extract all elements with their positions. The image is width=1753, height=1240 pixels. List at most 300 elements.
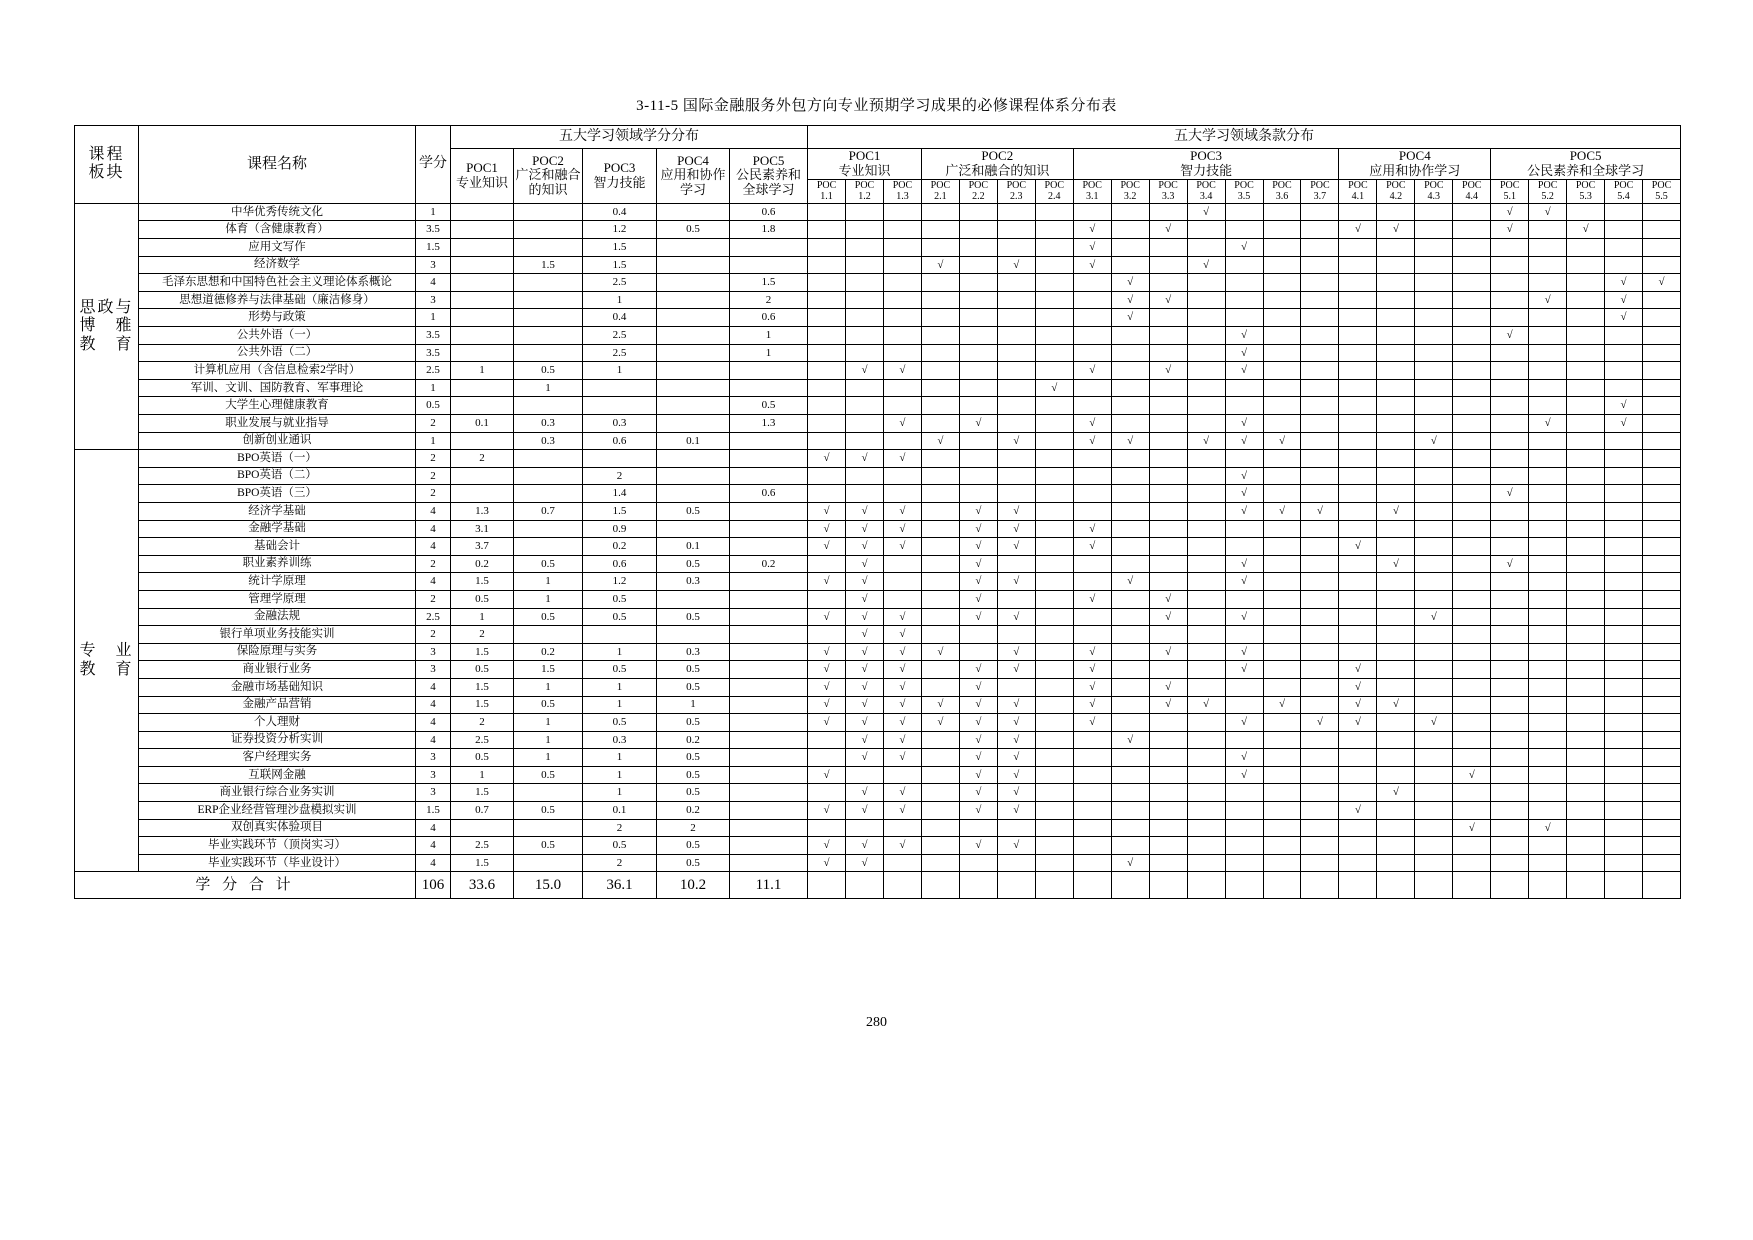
table-row xyxy=(75,538,1681,556)
clause-cell-poc3.5 xyxy=(1225,802,1263,820)
clause-cell-poc2.4 xyxy=(1035,590,1073,608)
clause-cell-poc2.4 xyxy=(1035,538,1073,556)
clause-cell-poc2.2 xyxy=(959,362,997,380)
clause-cell-poc5.4 xyxy=(1605,854,1643,872)
header-group-credit-distribution: 五大学习领域学分分布 xyxy=(451,126,808,149)
clause-cell-poc5.4: √ xyxy=(1605,274,1643,292)
clause-cell-poc5.5 xyxy=(1643,344,1681,362)
clause-cell-poc3.2: √ xyxy=(1111,731,1149,749)
clause-cell-poc3.7 xyxy=(1301,485,1339,503)
header-clause-poc2.2: POC 2.2 xyxy=(959,179,997,203)
clause-cell-poc5.2 xyxy=(1529,678,1567,696)
credit-poc4-cell: 0.5 xyxy=(657,749,730,767)
clause-cell-poc5.3 xyxy=(1567,626,1605,644)
credit-poc2-cell xyxy=(514,467,583,485)
page-number: 280 xyxy=(866,1015,887,1030)
clause-cell-poc2.2: √ xyxy=(959,415,997,433)
credit-poc5-cell xyxy=(730,696,808,714)
clause-cell-poc3.7 xyxy=(1301,467,1339,485)
clause-cell-poc4.4 xyxy=(1453,520,1491,538)
clause-cell-poc5.2 xyxy=(1529,802,1567,820)
credit-poc4-cell: 0.3 xyxy=(657,573,730,591)
clause-cell-poc4.1 xyxy=(1339,520,1377,538)
clause-cell-poc5.4 xyxy=(1605,221,1643,239)
clause-cell-poc5.5 xyxy=(1643,485,1681,503)
clause-cell-poc4.1 xyxy=(1339,467,1377,485)
clause-cell-poc2.1 xyxy=(921,415,959,433)
course-credits-cell: 2.5 xyxy=(416,608,451,626)
clause-cell-poc1.3: √ xyxy=(883,626,921,644)
course-credits-cell: 2 xyxy=(416,626,451,644)
clause-cell-poc3.6 xyxy=(1263,784,1301,802)
credit-poc2-cell: 0.2 xyxy=(514,643,583,661)
course-credits-cell: 2 xyxy=(416,485,451,503)
clause-cell-poc2.4: √ xyxy=(1035,379,1073,397)
credit-poc1-cell: 1 xyxy=(451,608,514,626)
table-row xyxy=(75,766,1681,784)
clause-cell-poc3.7 xyxy=(1301,555,1339,573)
clause-cell-poc2.3: √ xyxy=(997,608,1035,626)
clause-cell-poc3.7 xyxy=(1301,626,1339,644)
clause-cell-poc4.1 xyxy=(1339,485,1377,503)
clause-cell-poc3.1 xyxy=(1073,274,1111,292)
table-row xyxy=(75,643,1681,661)
clause-cell-poc3.5: √ xyxy=(1225,502,1263,520)
clause-cell-poc3.6 xyxy=(1263,397,1301,415)
clause-cell-poc2.1 xyxy=(921,749,959,767)
clause-cell-poc1.3 xyxy=(883,239,921,257)
clause-cell-poc3.3 xyxy=(1149,327,1187,345)
credit-poc5-cell: 1 xyxy=(730,344,808,362)
clause-cell-poc3.4 xyxy=(1187,643,1225,661)
clause-cell-poc2.2: √ xyxy=(959,590,997,608)
clause-cell-poc1.1: √ xyxy=(808,678,846,696)
clause-cell-poc1.2 xyxy=(846,415,884,433)
total-clause-empty xyxy=(1415,872,1453,899)
clause-cell-poc4.3 xyxy=(1415,467,1453,485)
clause-cell-poc5.2 xyxy=(1529,555,1567,573)
credit-poc1-cell: 0.5 xyxy=(451,590,514,608)
clause-cell-poc1.1 xyxy=(808,749,846,767)
clause-cell-poc5.1 xyxy=(1491,714,1529,732)
credit-poc4-cell xyxy=(657,274,730,292)
clause-cell-poc2.3 xyxy=(997,415,1035,433)
clause-cell-poc5.5 xyxy=(1643,362,1681,380)
clause-cell-poc5.5 xyxy=(1643,784,1681,802)
clause-cell-poc4.2 xyxy=(1377,203,1415,221)
clause-cell-poc3.5 xyxy=(1225,256,1263,274)
clause-cell-poc1.2 xyxy=(846,309,884,327)
clause-cell-poc4.1 xyxy=(1339,590,1377,608)
clause-cell-poc5.1 xyxy=(1491,538,1529,556)
total-poc5: 11.1 xyxy=(730,872,808,899)
header-credits: 学分 xyxy=(416,126,451,204)
credit-poc4-cell xyxy=(657,590,730,608)
clause-cell-poc5.4 xyxy=(1605,731,1643,749)
clause-cell-poc2.3 xyxy=(997,626,1035,644)
course-credits-cell: 1.5 xyxy=(416,802,451,820)
clause-cell-poc2.3 xyxy=(997,467,1035,485)
clause-cell-poc4.3 xyxy=(1415,766,1453,784)
clause-cell-poc4.1 xyxy=(1339,784,1377,802)
clause-cell-poc2.3 xyxy=(997,344,1035,362)
clause-cell-poc1.3: √ xyxy=(883,837,921,855)
clause-cell-poc3.4 xyxy=(1187,291,1225,309)
clause-cell-poc2.3: √ xyxy=(997,731,1035,749)
credit-poc2-cell xyxy=(514,485,583,503)
table-row xyxy=(75,274,1681,292)
clause-cell-poc3.7 xyxy=(1301,415,1339,433)
clause-cell-poc4.4 xyxy=(1453,362,1491,380)
course-name-cell: 毕业实践环节（顶岗实习） xyxy=(139,837,416,855)
credit-poc3-cell: 0.5 xyxy=(583,714,657,732)
table-body xyxy=(75,203,1681,899)
course-name-cell: 计算机应用（含信息检索2学时） xyxy=(139,362,416,380)
clause-cell-poc3.3: √ xyxy=(1149,608,1187,626)
credit-poc5-cell xyxy=(730,520,808,538)
credit-poc5-cell: 1.5 xyxy=(730,274,808,292)
clause-cell-poc5.4: √ xyxy=(1605,291,1643,309)
clause-cell-poc4.3 xyxy=(1415,344,1453,362)
course-credits-cell: 3.5 xyxy=(416,221,451,239)
clause-cell-poc3.7 xyxy=(1301,590,1339,608)
clause-cell-poc3.6 xyxy=(1263,590,1301,608)
clause-cell-poc3.6 xyxy=(1263,362,1301,380)
clause-cell-poc4.4 xyxy=(1453,239,1491,257)
clause-cell-poc3.6 xyxy=(1263,520,1301,538)
clause-cell-poc5.2 xyxy=(1529,397,1567,415)
credit-poc3-cell: 0.3 xyxy=(583,415,657,433)
clause-cell-poc2.4 xyxy=(1035,749,1073,767)
header-credit-poc3: POC3 智力技能 xyxy=(583,149,657,204)
clause-cell-poc3.2: √ xyxy=(1111,274,1149,292)
header-clause-poc1.2: POC 1.2 xyxy=(846,179,884,203)
clause-cell-poc3.5 xyxy=(1225,784,1263,802)
clause-cell-poc5.2 xyxy=(1529,538,1567,556)
clause-cell-poc4.3 xyxy=(1415,362,1453,380)
clause-cell-poc1.1: √ xyxy=(808,802,846,820)
course-credits-cell: 4 xyxy=(416,837,451,855)
course-credits-cell: 4 xyxy=(416,819,451,837)
clause-cell-poc4.2 xyxy=(1377,450,1415,468)
clause-cell-poc5.2 xyxy=(1529,749,1567,767)
credit-poc3-cell: 1 xyxy=(583,784,657,802)
clause-cell-poc5.1 xyxy=(1491,731,1529,749)
clause-cell-poc1.3 xyxy=(883,467,921,485)
clause-cell-poc3.2 xyxy=(1111,397,1149,415)
header-clause-group-poc2: POC2 广泛和融合的知识 xyxy=(921,149,1073,180)
clause-cell-poc4.3 xyxy=(1415,731,1453,749)
header-clause-group-poc4: POC4 应用和协作学习 xyxy=(1339,149,1491,180)
clause-cell-poc5.1 xyxy=(1491,291,1529,309)
clause-cell-poc2.1 xyxy=(921,502,959,520)
clause-cell-poc2.2 xyxy=(959,274,997,292)
clause-cell-poc5.5 xyxy=(1643,819,1681,837)
table-row xyxy=(75,819,1681,837)
clause-cell-poc5.3 xyxy=(1567,520,1605,538)
clause-cell-poc2.2 xyxy=(959,379,997,397)
credit-poc4-cell: 2 xyxy=(657,819,730,837)
clause-cell-poc5.4 xyxy=(1605,485,1643,503)
credit-poc2-cell: 1 xyxy=(514,573,583,591)
clause-cell-poc5.2 xyxy=(1529,432,1567,450)
clause-cell-poc2.2: √ xyxy=(959,520,997,538)
credit-poc1-cell: 1 xyxy=(451,766,514,784)
clause-cell-poc1.2 xyxy=(846,274,884,292)
clause-cell-poc5.5 xyxy=(1643,256,1681,274)
header-clause-poc3.7: POC 3.7 xyxy=(1301,179,1339,203)
clause-cell-poc3.5 xyxy=(1225,819,1263,837)
clause-cell-poc5.4 xyxy=(1605,749,1643,767)
clause-cell-poc4.1 xyxy=(1339,749,1377,767)
clause-cell-poc1.1: √ xyxy=(808,837,846,855)
clause-cell-poc3.1 xyxy=(1073,555,1111,573)
clause-cell-poc3.7 xyxy=(1301,784,1339,802)
clause-cell-poc2.4 xyxy=(1035,291,1073,309)
course-credits-cell: 2 xyxy=(416,467,451,485)
clause-cell-poc3.1 xyxy=(1073,344,1111,362)
clause-cell-poc1.3: √ xyxy=(883,608,921,626)
clause-cell-poc4.1 xyxy=(1339,450,1377,468)
clause-cell-poc5.1 xyxy=(1491,766,1529,784)
total-clause-empty xyxy=(1339,872,1377,899)
course-name-cell: BPO英语（三） xyxy=(139,485,416,503)
clause-cell-poc3.6 xyxy=(1263,415,1301,433)
course-credits-cell: 4 xyxy=(416,520,451,538)
clause-cell-poc5.5 xyxy=(1643,309,1681,327)
course-credits-cell: 3.5 xyxy=(416,344,451,362)
clause-cell-poc2.2 xyxy=(959,432,997,450)
clause-cell-poc3.6: √ xyxy=(1263,696,1301,714)
clause-cell-poc4.2 xyxy=(1377,854,1415,872)
credit-poc5-cell xyxy=(730,678,808,696)
course-distribution-table xyxy=(74,125,1681,899)
clause-cell-poc3.5 xyxy=(1225,520,1263,538)
table-row xyxy=(75,379,1681,397)
clause-cell-poc3.6 xyxy=(1263,309,1301,327)
credit-poc1-cell xyxy=(451,432,514,450)
clause-cell-poc3.3: √ xyxy=(1149,643,1187,661)
clause-cell-poc2.1 xyxy=(921,784,959,802)
credit-poc1-cell: 2 xyxy=(451,714,514,732)
table-row xyxy=(75,626,1681,644)
clause-cell-poc1.2 xyxy=(846,344,884,362)
clause-cell-poc2.2: √ xyxy=(959,573,997,591)
clause-cell-poc1.2 xyxy=(846,485,884,503)
credit-poc1-cell: 0.7 xyxy=(451,802,514,820)
clause-cell-poc3.2 xyxy=(1111,502,1149,520)
clause-cell-poc1.1 xyxy=(808,344,846,362)
clause-cell-poc5.4 xyxy=(1605,643,1643,661)
clause-cell-poc2.2 xyxy=(959,239,997,257)
clause-cell-poc2.2 xyxy=(959,485,997,503)
clause-cell-poc5.3 xyxy=(1567,467,1605,485)
credit-poc5-cell xyxy=(730,626,808,644)
clause-cell-poc2.3 xyxy=(997,362,1035,380)
clause-cell-poc2.2: √ xyxy=(959,696,997,714)
credit-poc5-cell xyxy=(730,766,808,784)
clause-cell-poc2.1 xyxy=(921,379,959,397)
clause-cell-poc5.4 xyxy=(1605,784,1643,802)
clause-cell-poc3.7 xyxy=(1301,731,1339,749)
clause-cell-poc3.2 xyxy=(1111,643,1149,661)
clause-cell-poc3.6 xyxy=(1263,291,1301,309)
clause-cell-poc4.1 xyxy=(1339,415,1377,433)
clause-cell-poc1.1 xyxy=(808,784,846,802)
clause-cell-poc3.1: √ xyxy=(1073,415,1111,433)
clause-cell-poc4.4: √ xyxy=(1453,766,1491,784)
clause-cell-poc5.3 xyxy=(1567,819,1605,837)
course-credits-cell: 4 xyxy=(416,714,451,732)
credit-poc4-cell: 0.1 xyxy=(657,538,730,556)
clause-cell-poc4.1 xyxy=(1339,256,1377,274)
clause-cell-poc5.3 xyxy=(1567,555,1605,573)
clause-cell-poc1.1 xyxy=(808,555,846,573)
clause-cell-poc4.1 xyxy=(1339,379,1377,397)
clause-cell-poc3.4 xyxy=(1187,784,1225,802)
course-name-cell: 创新创业通识 xyxy=(139,432,416,450)
clause-cell-poc3.4 xyxy=(1187,327,1225,345)
clause-cell-poc5.3 xyxy=(1567,203,1605,221)
clause-cell-poc3.3 xyxy=(1149,274,1187,292)
clause-cell-poc4.3 xyxy=(1415,678,1453,696)
table-row xyxy=(75,555,1681,573)
header-clause-poc3.1: POC 3.1 xyxy=(1073,179,1111,203)
clause-cell-poc5.5 xyxy=(1643,766,1681,784)
course-credits-cell: 4 xyxy=(416,573,451,591)
clause-cell-poc3.2 xyxy=(1111,221,1149,239)
course-credits-cell: 3 xyxy=(416,766,451,784)
credit-poc5-cell xyxy=(730,502,808,520)
credit-poc4-cell: 0.5 xyxy=(657,555,730,573)
clause-cell-poc1.2: √ xyxy=(846,802,884,820)
clause-cell-poc1.3 xyxy=(883,256,921,274)
course-credits-cell: 1 xyxy=(416,309,451,327)
clause-cell-poc5.2 xyxy=(1529,837,1567,855)
clause-cell-poc5.3 xyxy=(1567,291,1605,309)
clause-cell-poc3.6 xyxy=(1263,678,1301,696)
clause-cell-poc5.4: √ xyxy=(1605,397,1643,415)
clause-cell-poc1.2 xyxy=(846,397,884,415)
credit-poc1-cell xyxy=(451,221,514,239)
course-name-cell: BPO英语（一） xyxy=(139,450,416,468)
clause-cell-poc2.3: √ xyxy=(997,538,1035,556)
credit-poc4-cell: 0.5 xyxy=(657,678,730,696)
credit-poc4-cell: 0.5 xyxy=(657,784,730,802)
clause-cell-poc4.3 xyxy=(1415,696,1453,714)
clause-cell-poc3.2 xyxy=(1111,678,1149,696)
clause-cell-poc5.1: √ xyxy=(1491,327,1529,345)
course-name-cell: 金融产品营销 xyxy=(139,696,416,714)
clause-cell-poc3.5: √ xyxy=(1225,766,1263,784)
clause-cell-poc1.2: √ xyxy=(846,837,884,855)
table-row xyxy=(75,485,1681,503)
clause-cell-poc1.3: √ xyxy=(883,784,921,802)
table-row xyxy=(75,362,1681,380)
header-credit-poc2: POC2 广泛和融合的知识 xyxy=(514,149,583,204)
clause-cell-poc5.3 xyxy=(1567,749,1605,767)
clause-cell-poc3.5 xyxy=(1225,274,1263,292)
credit-poc5-cell: 2 xyxy=(730,291,808,309)
clause-cell-poc5.4 xyxy=(1605,819,1643,837)
course-name-cell: 商业银行业务 xyxy=(139,661,416,679)
clause-cell-poc4.3 xyxy=(1415,573,1453,591)
total-clause-empty xyxy=(1605,872,1643,899)
clause-cell-poc3.7 xyxy=(1301,643,1339,661)
clause-cell-poc2.1 xyxy=(921,239,959,257)
clause-cell-poc3.3 xyxy=(1149,256,1187,274)
clause-cell-poc5.4: √ xyxy=(1605,309,1643,327)
table-row xyxy=(75,749,1681,767)
clause-cell-poc5.2: √ xyxy=(1529,291,1567,309)
header-credit-poc4: POC4 应用和协作学习 xyxy=(657,149,730,204)
clause-cell-poc1.2: √ xyxy=(846,590,884,608)
clause-cell-poc1.3: √ xyxy=(883,502,921,520)
credit-poc4-cell: 0.5 xyxy=(657,608,730,626)
clause-cell-poc1.3 xyxy=(883,590,921,608)
clause-cell-poc5.3 xyxy=(1567,239,1605,257)
credit-poc2-cell xyxy=(514,327,583,345)
clause-cell-poc2.1 xyxy=(921,837,959,855)
clause-cell-poc3.2: √ xyxy=(1111,309,1149,327)
clause-cell-poc4.1 xyxy=(1339,819,1377,837)
clause-cell-poc2.4 xyxy=(1035,327,1073,345)
clause-cell-poc5.1 xyxy=(1491,643,1529,661)
clause-cell-poc5.1 xyxy=(1491,379,1529,397)
clause-cell-poc4.3 xyxy=(1415,256,1453,274)
credit-poc5-cell xyxy=(730,819,808,837)
clause-cell-poc2.2: √ xyxy=(959,784,997,802)
clause-cell-poc5.2 xyxy=(1529,573,1567,591)
course-name-cell: 思想道德修养与法律基础（廉洁修身） xyxy=(139,291,416,309)
clause-cell-poc3.1: √ xyxy=(1073,256,1111,274)
course-credits-cell: 3 xyxy=(416,643,451,661)
credit-poc3-cell xyxy=(583,379,657,397)
clause-cell-poc4.2 xyxy=(1377,626,1415,644)
clause-cell-poc1.3: √ xyxy=(883,714,921,732)
clause-cell-poc3.2 xyxy=(1111,802,1149,820)
clause-cell-poc4.1: √ xyxy=(1339,538,1377,556)
clause-cell-poc3.7 xyxy=(1301,327,1339,345)
clause-cell-poc1.1: √ xyxy=(808,608,846,626)
credit-poc3-cell: 0.4 xyxy=(583,203,657,221)
clause-cell-poc3.3 xyxy=(1149,714,1187,732)
clause-cell-poc2.2 xyxy=(959,221,997,239)
clause-cell-poc5.5 xyxy=(1643,643,1681,661)
total-clause-empty xyxy=(921,872,959,899)
clause-cell-poc4.3 xyxy=(1415,643,1453,661)
credit-poc4-cell xyxy=(657,256,730,274)
clause-cell-poc3.6 xyxy=(1263,749,1301,767)
clause-cell-poc2.2 xyxy=(959,327,997,345)
clause-cell-poc1.1: √ xyxy=(808,520,846,538)
clause-cell-poc4.2 xyxy=(1377,344,1415,362)
clause-cell-poc3.4: √ xyxy=(1187,696,1225,714)
clause-cell-poc4.2: √ xyxy=(1377,502,1415,520)
clause-cell-poc3.7 xyxy=(1301,573,1339,591)
clause-cell-poc1.3 xyxy=(883,854,921,872)
clause-cell-poc3.5 xyxy=(1225,678,1263,696)
clause-cell-poc2.4 xyxy=(1035,450,1073,468)
clause-cell-poc3.6 xyxy=(1263,802,1301,820)
clause-cell-poc3.4 xyxy=(1187,538,1225,556)
clause-cell-poc3.4 xyxy=(1187,837,1225,855)
clause-cell-poc4.4 xyxy=(1453,274,1491,292)
clause-cell-poc5.5 xyxy=(1643,555,1681,573)
clause-cell-poc5.4 xyxy=(1605,467,1643,485)
credit-poc5-cell xyxy=(730,256,808,274)
course-name-cell: 统计学原理 xyxy=(139,573,416,591)
